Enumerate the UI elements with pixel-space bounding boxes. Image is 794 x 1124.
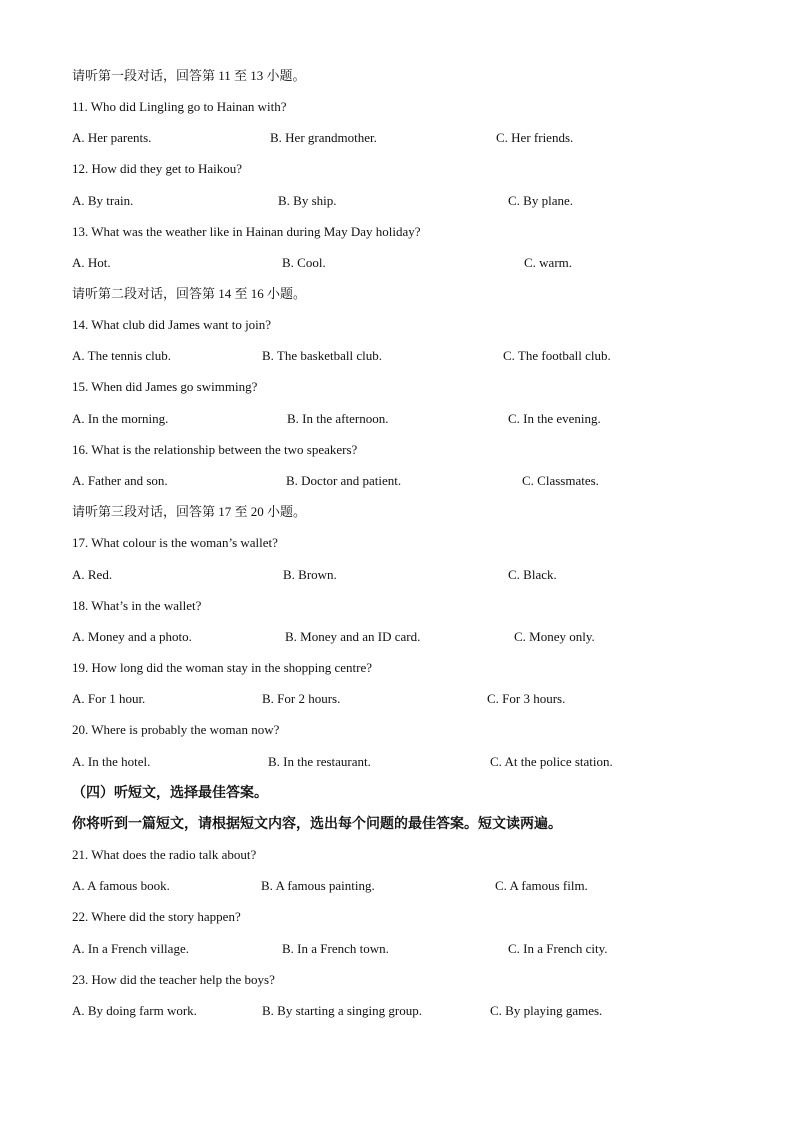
- options-15: [72, 409, 752, 429]
- option-b: B. The basketball club.: [262, 348, 382, 363]
- question-16: 16. What is the relationship between the two speakers?: [72, 442, 358, 457]
- dialogue-3-instruction: 请听第三段对话，回答第 17 至 20 小题。: [72, 504, 307, 519]
- question-14: 14. What club did James want to join?: [72, 317, 272, 332]
- option-c: C. At the police station.: [490, 754, 613, 769]
- question-19: 19. How long did the woman stay in the shopping centre?: [72, 660, 373, 675]
- options-19: [72, 689, 752, 709]
- dialogue-1-instruction: 请听第一段对话，回答第 11 至 13 小题。: [72, 68, 306, 83]
- option-c: C. For 3 hours.: [487, 691, 566, 706]
- option-b: B. In the afternoon.: [287, 411, 389, 426]
- option-a: A. Father and son.: [72, 473, 168, 488]
- options-11: [72, 128, 752, 148]
- options-20: [72, 752, 752, 772]
- question-20: 20. Where is probably the woman now?: [72, 722, 280, 737]
- option-c: C. By plane.: [508, 193, 573, 208]
- option-b: B. Money and an ID card.: [285, 629, 421, 644]
- option-c: C. The football club.: [503, 348, 611, 363]
- question-22: 22. Where did the story happen?: [72, 909, 241, 924]
- option-a: A. Her parents.: [72, 130, 152, 145]
- option-a: A. The tennis club.: [72, 348, 172, 363]
- question-23: 23. How did the teacher help the boys?: [72, 972, 275, 987]
- question-18: 18. What’s in the wallet?: [72, 598, 202, 613]
- question-15: 15. When did James go swimming?: [72, 379, 258, 394]
- question-17: 17. What colour is the woman’s wallet?: [72, 535, 278, 550]
- option-c: C. In a French city.: [508, 941, 608, 956]
- options-14: [72, 346, 752, 366]
- option-b: B. By ship.: [278, 193, 337, 208]
- options-17: [72, 565, 752, 585]
- option-a: A. Hot.: [72, 255, 111, 270]
- option-a: A. By doing farm work.: [72, 1003, 197, 1018]
- option-c: C. Black.: [508, 567, 557, 582]
- option-b: B. For 2 hours.: [262, 691, 341, 706]
- options-22: [72, 939, 752, 959]
- dialogue-2-instruction: 请听第二段对话，回答第 14 至 16 小题。: [72, 286, 307, 301]
- option-a: A. For 1 hour.: [72, 691, 146, 706]
- option-a: A. Red.: [72, 567, 113, 582]
- option-a: A. In the morning.: [72, 411, 169, 426]
- option-b: B. In a French town.: [282, 941, 389, 956]
- options-13: [72, 253, 752, 273]
- options-18: [72, 627, 752, 647]
- option-a: A. By train.: [72, 193, 134, 208]
- option-c: C. Classmates.: [522, 473, 599, 488]
- option-c: C. A famous film.: [495, 878, 588, 893]
- option-b: B. Brown.: [283, 567, 337, 582]
- option-b: B. By starting a singing group.: [262, 1003, 422, 1018]
- options-16: [72, 471, 752, 491]
- option-b: B. Her grandmother.: [270, 130, 377, 145]
- option-c: C. In the evening.: [508, 411, 601, 426]
- options-21: [72, 876, 752, 896]
- option-b: B. Doctor and patient.: [286, 473, 402, 488]
- options-12: [72, 191, 752, 211]
- option-a: A. In the hotel.: [72, 754, 151, 769]
- section-4-title: （四）听短文，选择最佳答案。: [72, 785, 268, 801]
- question-21: 21. What does the radio talk about?: [72, 847, 257, 862]
- option-a: A. In a French village.: [72, 941, 189, 956]
- options-23: [72, 1001, 752, 1021]
- question-12: 12. How did they get to Haikou?: [72, 161, 243, 176]
- question-13: 13. What was the weather like in Hainan during May Day holiday?: [72, 224, 421, 239]
- option-c: C. warm.: [524, 255, 573, 270]
- option-b: B. A famous painting.: [261, 878, 375, 893]
- option-c: C. Money only.: [514, 629, 595, 644]
- option-b: B. In the restaurant.: [268, 754, 371, 769]
- option-c: C. By playing games.: [490, 1003, 603, 1018]
- option-a: A. Money and a photo.: [72, 629, 192, 644]
- option-c: C. Her friends.: [496, 130, 574, 145]
- option-b: B. Cool.: [282, 255, 326, 270]
- question-11: 11. Who did Lingling go to Hainan with?: [72, 99, 287, 114]
- section-4-description: 你将听到一篇短文，请根据短文内容，选出每个问题的最佳答案。短文读两遍。: [72, 816, 562, 832]
- option-a: A. A famous book.: [72, 878, 170, 893]
